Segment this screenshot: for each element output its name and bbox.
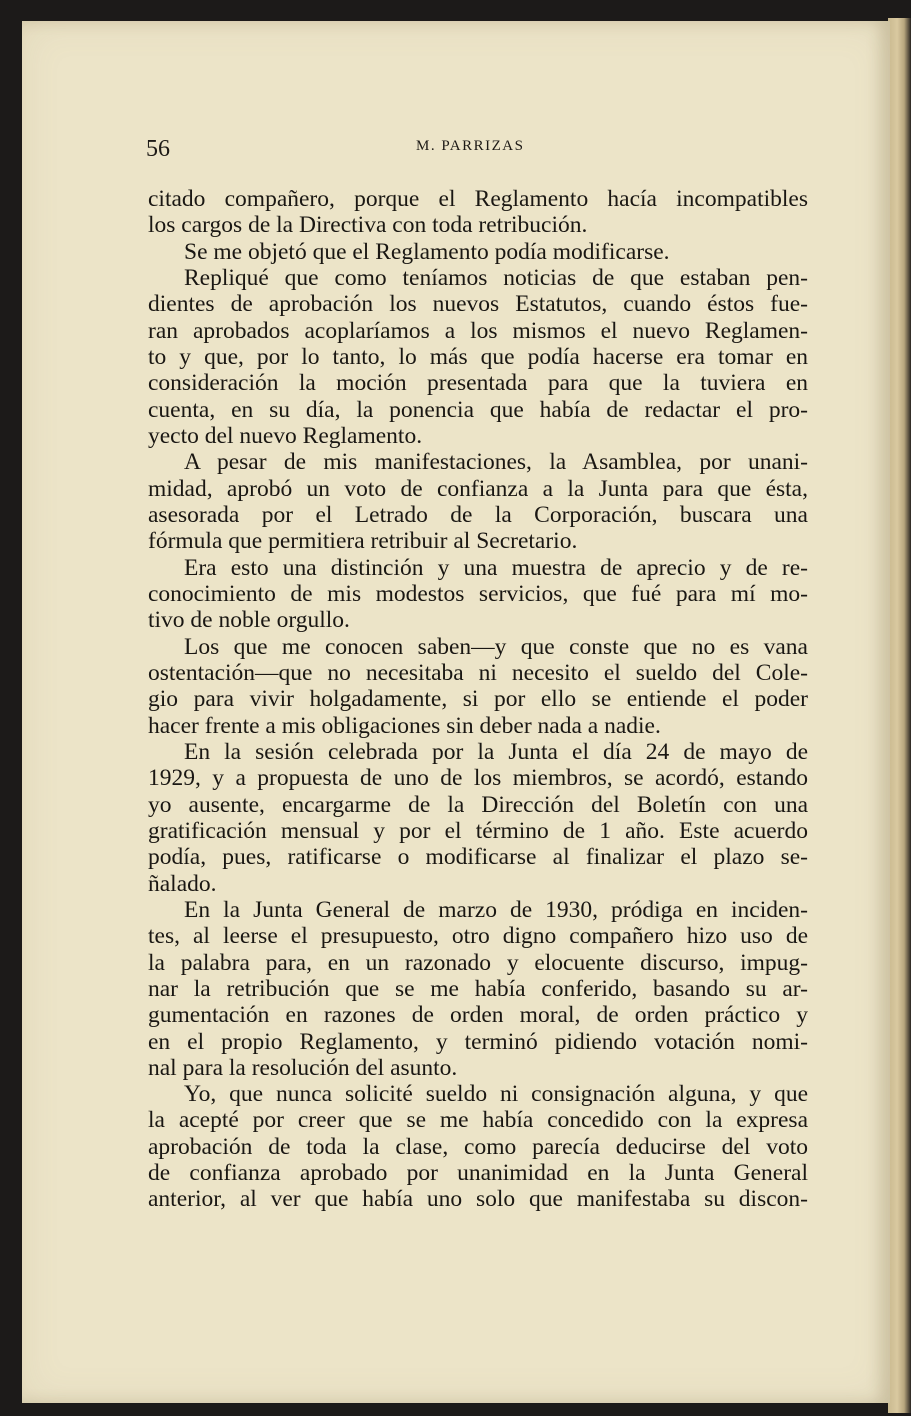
text-line: ostentación—que no necesitaba ni necesito el sueldo del Cole- bbox=[148, 659, 808, 686]
running-head: M. PARRIZAS bbox=[416, 138, 525, 154]
text-line: A pesar de mis manifestaciones, la Asamblea, por unani- bbox=[184, 449, 808, 476]
text-line: gratificación mensual y por el término de 1 año. Este acuerdo bbox=[148, 817, 808, 844]
text-line: ran aprobados acoplaríamos a los mismos el nuevo Reglamen- bbox=[148, 317, 808, 344]
text-line: dientes de aprobación los nuevos Estatutos, cuando éstos fue- bbox=[148, 291, 808, 318]
text-line: nar la retribución que se me había conferido, basando su ar- bbox=[148, 975, 808, 1002]
text-line: podía, pues, ratificarse o modificarse al finalizar el plazo se- bbox=[148, 844, 808, 871]
text-line: aprobación de toda la clase, como parecía deducirse del voto bbox=[148, 1133, 808, 1160]
text-line: asesorada por el Letrado de la Corporación, buscara una bbox=[148, 501, 808, 528]
text-line: En la sesión celebrada por la Junta el día 24 de mayo de bbox=[184, 738, 808, 765]
text-line: citado compañero, porque el Reglamento hacía incompatibles bbox=[148, 186, 808, 212]
text-line: tivo de noble orgullo. bbox=[148, 607, 350, 634]
text-line: 1929, y a propuesta de uno de los miembros, se acordó, estando bbox=[148, 765, 808, 792]
text-line: conocimiento de mis modestos servicios, que fué para mí mo- bbox=[148, 580, 808, 607]
text-line: tes, al leerse el presupuesto, otro digno compañero hizo uso de bbox=[148, 923, 808, 950]
text-line: en el propio Reglamento, y terminó pidiendo votación nomi- bbox=[148, 1028, 808, 1055]
text-line: En la Junta General de marzo de 1930, pródiga en inciden- bbox=[184, 896, 808, 923]
text-line: Se me objetó que el Reglamento podía modificarse. bbox=[184, 238, 670, 265]
text-line: la acepté por creer que se me había concedido con la expresa bbox=[148, 1107, 808, 1134]
text-line: gio para vivir holgadamente, si por ello se entiende el poder bbox=[148, 686, 808, 713]
text-line: ñalado. bbox=[148, 870, 217, 897]
text-line: los cargos de la Directiva con toda retribución. bbox=[148, 212, 588, 239]
text-line: Yo, que nunca solicité sueldo ni consignación alguna, y que bbox=[184, 1081, 808, 1108]
page-header bbox=[123, 116, 823, 166]
text-line: fórmula que permitiera retribuir al Secretario. bbox=[148, 528, 578, 555]
text-line: Era esto una distinción y una muestra de aprecio y de re- bbox=[184, 554, 808, 581]
text-line: yo ausente, encargarme de la Dirección del Boletín con una bbox=[148, 791, 808, 818]
text-line: cuenta, en su día, la ponencia que había de redactar el pro- bbox=[148, 396, 808, 423]
text-line: midad, aprobó un voto de confianza a la Junta para que ésta, bbox=[148, 475, 808, 502]
text-line: consideración la moción presentada para que la tuviera en bbox=[148, 370, 808, 397]
text-line: to y que, por lo tanto, lo más que podía hacerse era tomar en bbox=[148, 343, 808, 370]
page-number: 56 bbox=[146, 136, 170, 162]
text-line: la palabra para, en un razonado y elocuente discurso, impug- bbox=[148, 949, 808, 976]
text-line: Los que me conocen saben—y que conste que no es vana bbox=[184, 633, 808, 660]
text-line: yecto del nuevo Reglamento. bbox=[148, 422, 423, 449]
text-line: anterior, al ver que había uno solo que manifestaba su discon- bbox=[148, 1186, 808, 1213]
text-line: hacer frente a mis obligaciones sin deber nada a nadie. bbox=[148, 712, 661, 739]
text-line: nal para la resolución del asunto. bbox=[148, 1054, 458, 1081]
text-line: gumentación en razones de orden moral, de orden práctico y bbox=[148, 1002, 808, 1029]
page-edge bbox=[888, 18, 911, 1413]
body-text bbox=[148, 186, 808, 1213]
text-line: Repliqué que como teníamos noticias de que estaban pen- bbox=[184, 264, 808, 291]
text-line: de confianza aprobado por unanimidad en la Junta General bbox=[148, 1160, 808, 1187]
